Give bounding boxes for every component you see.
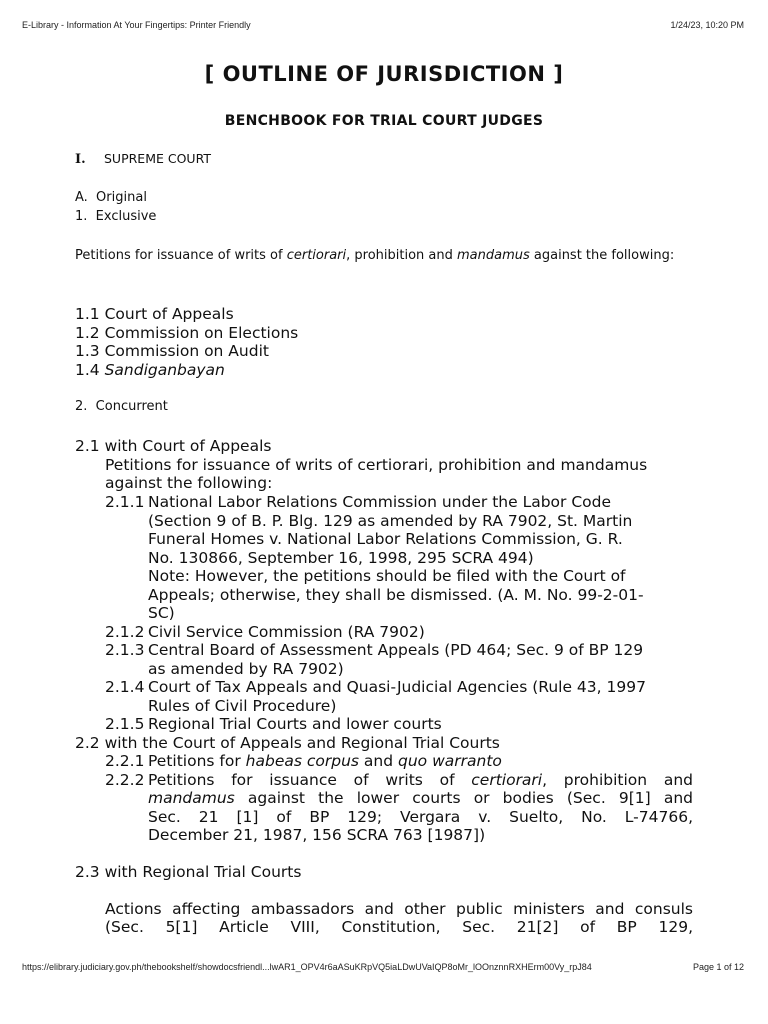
- subitem-number: 2.2.1: [105, 752, 145, 770]
- text-run-italic: mandamus: [148, 789, 235, 807]
- text-line: [148, 752, 502, 771]
- text-line: [148, 789, 693, 808]
- subitem-number: 2.1.3: [105, 641, 145, 659]
- text-run: and: [358, 752, 398, 770]
- subitem-number: 2.2.2: [105, 771, 145, 789]
- section-heading: [75, 151, 211, 167]
- text-line: Rules of Civil Procedure): [148, 697, 337, 715]
- text-line: Petitions for issuance of writs of certiorari, prohibition and mandamus: [105, 456, 648, 474]
- list-item: 1.1 Court of Appeals: [75, 305, 234, 323]
- text-line: Court of Tax Appeals and Quasi-Judicial Agencies (Rule 43, 1997: [148, 678, 646, 696]
- text-run-italic: habeas corpus: [245, 752, 359, 770]
- text-line: No. 130866, September 16, 1998, 295 SCRA 494): [148, 549, 534, 567]
- text-line: (Section 9 of B. P. Blg. 129 as amended by RA 7902, St. Martin: [148, 512, 633, 530]
- note-line: Appeals; otherwise, they shall be dismissed. (A. M. No. 99-2-01-: [148, 586, 644, 604]
- text-run-italic: certiorari: [286, 248, 347, 263]
- text-run: Petitions for issuance of writs of: [75, 248, 287, 263]
- text-line: (Sec. 5[1] Article VIII, Constitution, Sec. 21[2] of BP 129,: [105, 918, 693, 936]
- text-line: Central Board of Assessment Appeals (PD 464; Sec. 9 of BP 129: [148, 641, 644, 659]
- outline-item-1: 1. Exclusive: [75, 209, 157, 224]
- text-line: Civil Service Commission (RA 7902): [148, 623, 425, 641]
- subitem-number: 2.1.1: [105, 493, 145, 511]
- text-line: Regional Trial Courts and lower courts: [148, 715, 442, 733]
- text-run-italic: certiorari: [471, 771, 543, 789]
- list-item-italic-label: Sandiganbayan: [104, 361, 225, 379]
- subitem-number: 2.1.5: [105, 715, 145, 733]
- list-item-number: 1.4: [75, 361, 105, 379]
- list-item: 1.3 Commission on Audit: [75, 342, 269, 360]
- text-run: against the lower courts or bodies (Sec. 9[1] and: [234, 789, 693, 807]
- outline-item-a: A. Original: [75, 190, 147, 205]
- section-number: I.: [75, 152, 86, 167]
- document-subtitle: BENCHBOOK FOR TRIAL COURT JUDGES: [224, 113, 544, 129]
- print-footer-page: Page 1 of 12: [692, 962, 744, 972]
- text-run: Petitions for: [148, 752, 246, 770]
- note-line: Note: However, the petitions should be filed with the Court of: [148, 567, 626, 585]
- text-run: Petitions for issuance of writs of: [148, 771, 472, 789]
- text-line: Actions affecting ambassadors and other public ministers and consuls: [105, 900, 693, 918]
- text-line: [148, 771, 693, 790]
- subsection-heading: 2.2 with the Court of Appeals and Regional Trial Courts: [75, 734, 500, 752]
- petitions-paragraph: [75, 246, 691, 266]
- list-item: [75, 361, 225, 380]
- section-label: SUPREME COURT: [104, 151, 211, 166]
- outline-item-2: 2. Concurrent: [75, 399, 168, 414]
- print-header-timestamp: 1/24/23, 10:20 PM: [670, 20, 744, 30]
- subsection-heading: 2.1 with Court of Appeals: [75, 437, 272, 455]
- text-line: December 21, 1987, 156 SCRA 763 [1987]): [148, 826, 486, 844]
- note-line: SC): [148, 604, 175, 622]
- subitem-number: 2.1.2: [105, 623, 145, 641]
- text-run: , prohibition and: [542, 771, 694, 789]
- text-run: against the following:: [529, 248, 675, 263]
- document-title: [ OUTLINE OF JURISDICTION ]: [204, 62, 564, 86]
- subsection-heading: 2.3 with Regional Trial Courts: [75, 863, 302, 881]
- subitem-number: 2.1.4: [105, 678, 145, 696]
- print-header-title: E-Library - Information At Your Fingertips: Printer Friendly: [22, 20, 251, 30]
- text-line: Funeral Homes v. National Labor Relations Commission, G. R.: [148, 530, 623, 548]
- text-line: as amended by RA 7902): [148, 660, 344, 678]
- text-run-italic: quo warranto: [398, 752, 502, 770]
- text-run: , prohibition and: [346, 248, 457, 263]
- text-run-italic: mandamus: [457, 248, 530, 263]
- text-line: against the following:: [105, 474, 273, 492]
- print-footer-url: https://elibrary.judiciary.gov.ph/thebookshelf/showdocsfriendl...lwAR1_OPV4r6aASuKRpVQ5iaLDwUVaIQP8oMr_lOOnznnRXHErm00Vy_rpJ84: [22, 962, 592, 972]
- text-line: Sec. 21 [1] of BP 129; Vergara v. Suelto, No. L-74766,: [148, 808, 693, 826]
- text-line: National Labor Relations Commission under the Labor Code: [148, 493, 612, 511]
- list-item: 1.2 Commission on Elections: [75, 324, 299, 342]
